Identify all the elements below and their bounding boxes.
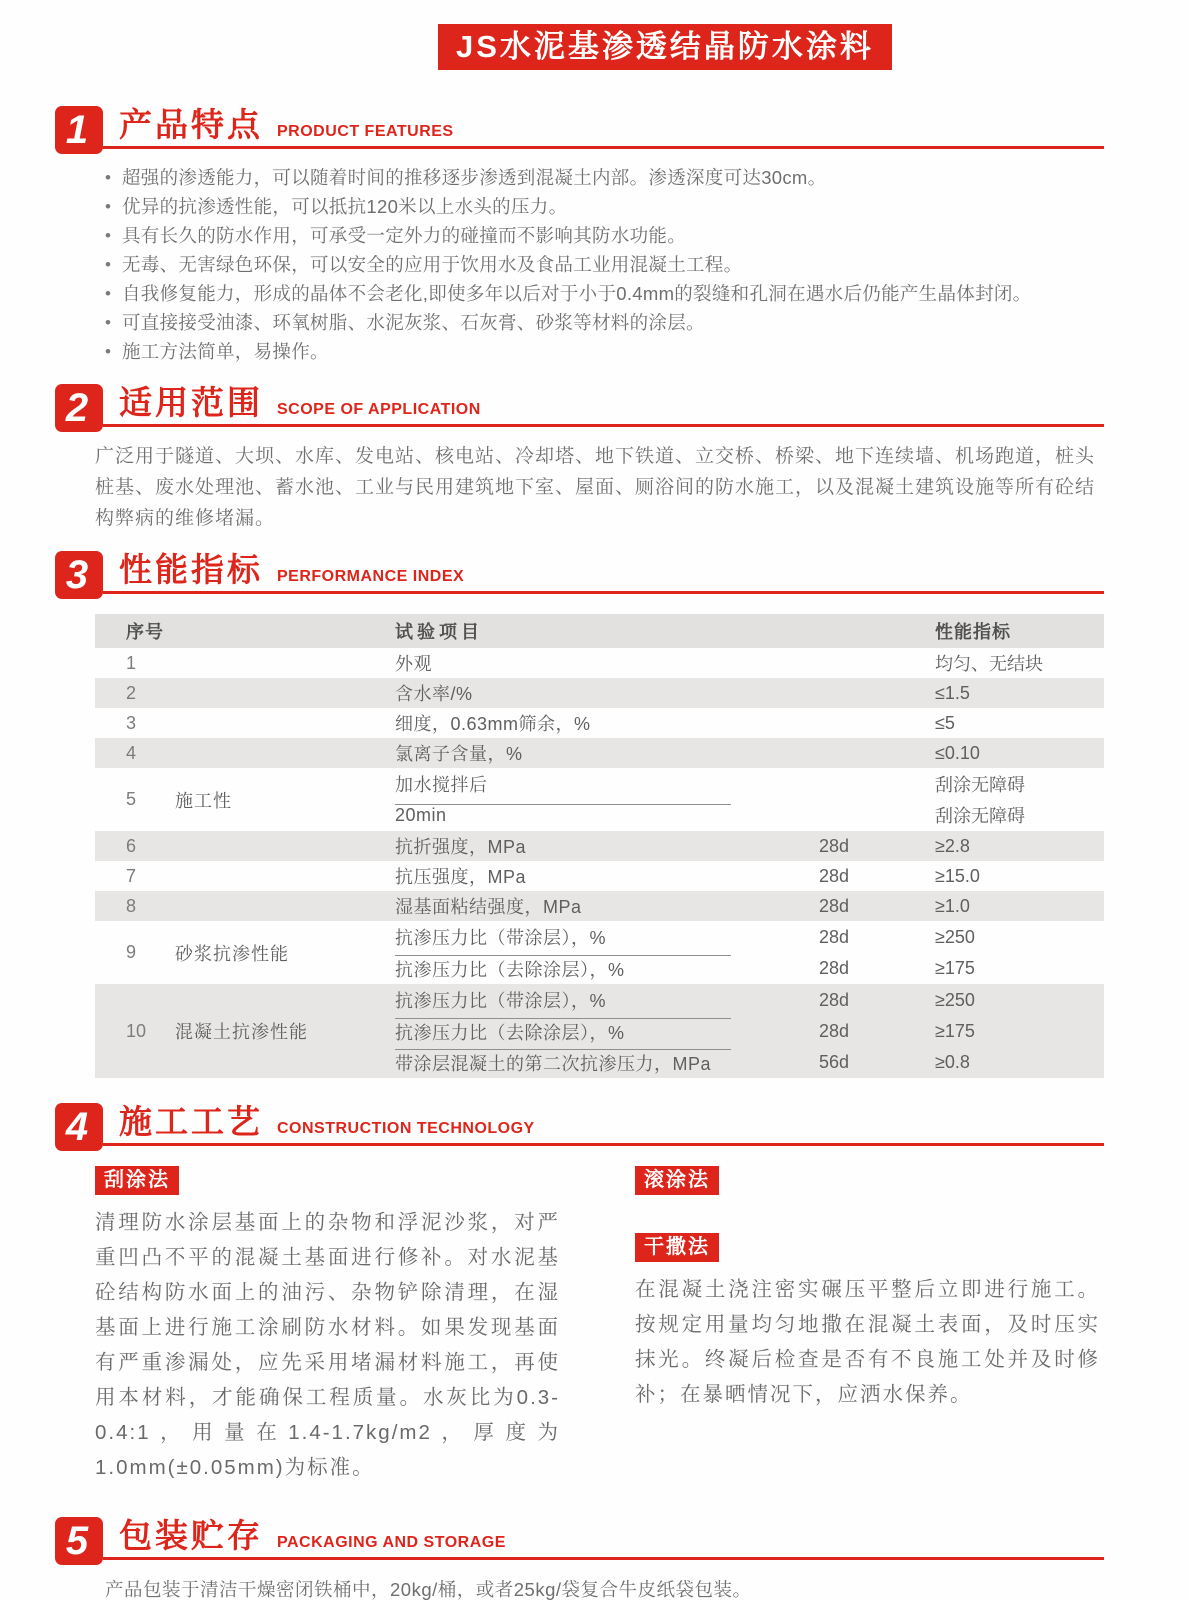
bullet-icon: • bbox=[105, 313, 111, 332]
table-cell-index-value: ≥15.0 bbox=[935, 865, 980, 886]
bullet-icon: • bbox=[105, 342, 111, 361]
section-number-2: 2 bbox=[55, 384, 103, 432]
table-row bbox=[95, 768, 1104, 831]
table-cell-age: 56d bbox=[819, 1051, 850, 1072]
table-cell-test-item: 抗渗压力比（带涂层），% bbox=[395, 928, 607, 948]
table-row bbox=[95, 738, 1104, 768]
table-cell-no: 1 bbox=[126, 652, 137, 673]
table-cell-age: 28d bbox=[819, 989, 850, 1010]
table-cell-age: 28d bbox=[819, 895, 850, 916]
packaging-paragraph: 产品包装于清洁干燥密闭铁桶中，20kg/桶，或者25kg/袋复合牛皮纸袋包装。 bbox=[105, 1579, 752, 1600]
bullet-icon: • bbox=[105, 226, 111, 245]
bullet-icon: • bbox=[105, 197, 111, 216]
section-header-features bbox=[55, 105, 1104, 152]
section-header-construction bbox=[55, 1102, 1104, 1149]
table-item-line bbox=[395, 831, 1104, 861]
section-title-packaging: 包装贮存 bbox=[119, 1516, 263, 1554]
section-title-scope: 适用范围 bbox=[119, 383, 263, 421]
table-item-line bbox=[395, 648, 1104, 678]
section-number-1: 1 bbox=[55, 106, 103, 154]
table-cell-age: 28d bbox=[819, 1020, 850, 1041]
table-cell-items bbox=[395, 678, 1104, 708]
table-row bbox=[95, 891, 1104, 921]
section-title-features: 产品特点 bbox=[119, 105, 263, 143]
bullet-icon: • bbox=[105, 284, 111, 303]
table-body bbox=[95, 648, 1104, 1078]
table-cell-index-value: ≤1.5 bbox=[935, 682, 970, 703]
table-cell-no: 2 bbox=[126, 682, 137, 703]
table-cell-test-item: 20min bbox=[395, 804, 731, 826]
section-title-wrap bbox=[103, 552, 1104, 594]
table-item-line bbox=[395, 738, 1104, 768]
table-cell-test-item: 湿基面粘结强度，MPa bbox=[395, 897, 582, 917]
table-item-line bbox=[395, 1046, 1104, 1078]
table-item-line bbox=[395, 708, 1104, 738]
table-cell-index-value: ≥0.8 bbox=[935, 1051, 970, 1072]
table-cell-age: 28d bbox=[819, 835, 850, 856]
feature-item bbox=[105, 192, 1104, 221]
table-cell-test-item: 外观 bbox=[395, 654, 432, 674]
feature-item bbox=[105, 279, 1104, 308]
table-cell-index-value: ≥175 bbox=[935, 1020, 975, 1041]
table-item-line bbox=[395, 952, 1104, 984]
table-cell-no: 3 bbox=[126, 712, 137, 733]
feature-text: 超强的渗透能力，可以随着时间的推移逐步渗透到混凝土内部。渗透深度可达30cm。 bbox=[122, 167, 827, 188]
section-number-5: 5 bbox=[55, 1517, 103, 1565]
section-subtitle-construction: CONSTRUCTION TECHNOLOGY bbox=[277, 1119, 535, 1137]
table-cell-test-item: 抗渗压力比（去除涂层），% bbox=[395, 955, 731, 982]
table-cell-test-item: 氯离子含量，% bbox=[395, 744, 523, 764]
table-cell-category bbox=[175, 678, 395, 708]
table-cell-no: 8 bbox=[126, 895, 137, 916]
spacer bbox=[635, 1195, 1100, 1233]
table-cell-no: 4 bbox=[126, 742, 137, 763]
table-cell-items bbox=[395, 738, 1104, 768]
section-title-performance: 性能指标 bbox=[119, 550, 263, 588]
table-row bbox=[95, 678, 1104, 708]
table-header-row bbox=[95, 614, 1104, 648]
section-title-wrap bbox=[103, 385, 1104, 427]
table-cell-test-item: 带涂层混凝土的第二次抗渗压力，MPa bbox=[395, 1049, 731, 1076]
table-cell-items bbox=[395, 708, 1104, 738]
table-item-line bbox=[395, 921, 1104, 953]
table-cell-category bbox=[175, 648, 395, 678]
feature-text: 施工方法简单，易操作。 bbox=[122, 341, 329, 362]
feature-text: 优异的抗渗透性能，可以抵抗120米以上水头的压力。 bbox=[122, 196, 568, 217]
table-row bbox=[95, 861, 1104, 891]
table-cell-index-value: ≥250 bbox=[935, 926, 975, 947]
table-cell-items bbox=[395, 921, 1104, 984]
table-cell-category bbox=[175, 831, 395, 861]
table-cell-index-value: 刮涂无障碍 bbox=[935, 806, 1025, 826]
table-cell-index-value: ≤0.10 bbox=[935, 742, 980, 763]
feature-text: 无毒、无害绿色环保，可以安全的应用于饮用水及食品工业用混凝土工程。 bbox=[122, 254, 743, 275]
section-subtitle-scope: SCOPE OF APPLICATION bbox=[277, 400, 481, 418]
section-subtitle-features: PRODUCT FEATURES bbox=[277, 122, 454, 140]
table-cell-category bbox=[175, 708, 395, 738]
table-cell-test-item: 含水率/% bbox=[395, 684, 473, 704]
dry-method-badge: 干撒法 bbox=[635, 1233, 719, 1262]
feature-item bbox=[105, 337, 1104, 366]
section-title-wrap bbox=[103, 1518, 1104, 1560]
section-number-3: 3 bbox=[55, 551, 103, 599]
scrape-method-badge: 刮涂法 bbox=[95, 1166, 179, 1195]
table-cell-age: 28d bbox=[819, 926, 850, 947]
section-subtitle-packaging: PACKAGING AND STORAGE bbox=[277, 1533, 506, 1551]
table-cell-age: 28d bbox=[819, 957, 850, 978]
table-item-line bbox=[395, 861, 1104, 891]
table-cell-index-value: ≤5 bbox=[935, 712, 955, 733]
table-cell-test-item: 抗压强度，MPa bbox=[395, 867, 527, 887]
table-cell-test-item: 抗渗压力比（带涂层），% bbox=[395, 991, 607, 1011]
scrape-method-text: 清理防水涂层基面上的杂物和浮泥沙浆，对严重凹凸不平的混凝土基面进行修补。对水泥基砼结构防水面上的油污、杂物铲除清理，在湿基面上进行施工涂刷防水材料。如果发现基面有严重渗漏处，应先采用堵漏材料施工，再使用本材料，才能确保工程质量。水灰比为0.3-0.4:1，用量在1.4-1.7kg/m2，厚度为1.0mm(±0.05mm)为标准。 bbox=[95, 1211, 560, 1479]
table-cell-no: 10 bbox=[126, 1020, 147, 1041]
section-title-wrap bbox=[103, 1104, 1104, 1146]
table-cell-category bbox=[175, 738, 395, 768]
table-cell-no: 7 bbox=[126, 865, 137, 886]
feature-item bbox=[105, 250, 1104, 279]
section-title-construction: 施工工艺 bbox=[119, 1102, 263, 1140]
table-cell-test-item: 细度，0.63mm筛余，% bbox=[395, 714, 591, 734]
table-cell-items bbox=[395, 984, 1104, 1078]
table-cell-category: 砂浆抗渗性能 bbox=[175, 943, 289, 964]
table-cell-no: 9 bbox=[126, 942, 137, 962]
dry-method-text: 在混凝土浇注密实碾压平整后立即进行施工。按规定用量均匀地撒在混凝土表面，及时压实抹光。终凝后检查是否有不良施工处并及时修补；在暴晒情况下，应洒水保养。 bbox=[635, 1278, 1100, 1406]
table-item-line bbox=[395, 891, 1104, 921]
table-cell-index-value: ≥1.0 bbox=[935, 895, 970, 916]
scope-paragraph: 广泛用于隧道、大坝、水库、发电站、核电站、冷却塔、地下铁道、立交桥、桥梁、地下连续墙、机场跑道，桩头桩基、废水处理池、蓄水池、工业与民用建筑地下室、屋面、厕浴间的防水施工，以及混凝土建筑设施等所有砼结构弊病的维修堵漏。 bbox=[95, 446, 1096, 529]
section-header-scope bbox=[55, 383, 1104, 430]
feature-text: 可直接接受油漆、环氧树脂、水泥灰浆、石灰膏、砂浆等材料的涂层。 bbox=[122, 312, 705, 333]
table-cell-test-item: 抗折强度，MPa bbox=[395, 837, 527, 857]
table-cell-age: 28d bbox=[819, 865, 850, 886]
table-row bbox=[95, 708, 1104, 738]
table-cell-items bbox=[395, 648, 1104, 678]
table-cell-no: 5 bbox=[126, 789, 137, 809]
section-number-4: 4 bbox=[55, 1103, 103, 1151]
table-cell-category bbox=[175, 861, 395, 891]
table-cell-index-value: ≥2.8 bbox=[935, 835, 970, 856]
table-cell-index-value: 均匀、无结块 bbox=[935, 654, 1043, 674]
table-cell-index-value: ≥175 bbox=[935, 957, 975, 978]
table-header-no: 序号 bbox=[126, 622, 164, 642]
table-item-line bbox=[395, 678, 1104, 708]
table-cell-items bbox=[395, 831, 1104, 861]
feature-text: 自我修复能力，形成的晶体不会老化,即使多年以后对于小于0.4mm的裂缝和孔洞在遇水后仍能产生晶体封闭。 bbox=[122, 283, 1032, 304]
table-item-line bbox=[395, 1015, 1104, 1047]
page-title: JS水泥基渗透结晶防水涂料 bbox=[438, 24, 892, 70]
table-cell-category: 施工性 bbox=[175, 790, 232, 811]
table-header-index: 性能指标 bbox=[935, 622, 1011, 642]
table-cell-category: 混凝土抗渗性能 bbox=[175, 1022, 308, 1042]
table-cell-items bbox=[395, 768, 1104, 831]
table-cell-no: 6 bbox=[126, 835, 137, 856]
table-row bbox=[95, 984, 1104, 1078]
bullet-icon: • bbox=[105, 255, 111, 274]
table-cell-category bbox=[175, 891, 395, 921]
feature-item bbox=[105, 163, 1104, 192]
table-row bbox=[95, 831, 1104, 861]
table-cell-items bbox=[395, 861, 1104, 891]
table-cell-index-value: 刮涂无障碍 bbox=[935, 775, 1025, 795]
feature-item bbox=[105, 308, 1104, 337]
performance-table bbox=[95, 614, 1104, 1078]
table-item-line bbox=[395, 984, 1104, 1016]
scrape-method-column bbox=[95, 1166, 560, 1485]
table-cell-items bbox=[395, 891, 1104, 921]
table-cell-index-value: ≥250 bbox=[935, 989, 975, 1010]
roll-dry-method-column bbox=[635, 1166, 1100, 1485]
table-item-line bbox=[395, 799, 1104, 831]
table-header-item: 试验项目 bbox=[395, 622, 483, 642]
table-cell-test-item: 加水搅拌后 bbox=[395, 775, 488, 795]
section-header-packaging bbox=[55, 1516, 1104, 1563]
section-subtitle-performance: PERFORMANCE INDEX bbox=[277, 567, 465, 585]
table-row bbox=[95, 921, 1104, 984]
table-item-line bbox=[395, 768, 1104, 800]
feature-item bbox=[105, 221, 1104, 250]
bullet-icon: • bbox=[105, 168, 111, 187]
construction-columns bbox=[95, 1166, 1104, 1485]
section-title-wrap bbox=[103, 107, 1104, 149]
section-header-performance bbox=[55, 550, 1104, 597]
feature-text: 具有长久的防水作用，可承受一定外力的碰撞而不影响其防水功能。 bbox=[122, 225, 687, 246]
feature-list bbox=[105, 163, 1104, 366]
roll-method-badge: 滚涂法 bbox=[635, 1166, 719, 1195]
table-row bbox=[95, 648, 1104, 678]
table-cell-test-item: 抗渗压力比（去除涂层），% bbox=[395, 1018, 731, 1045]
